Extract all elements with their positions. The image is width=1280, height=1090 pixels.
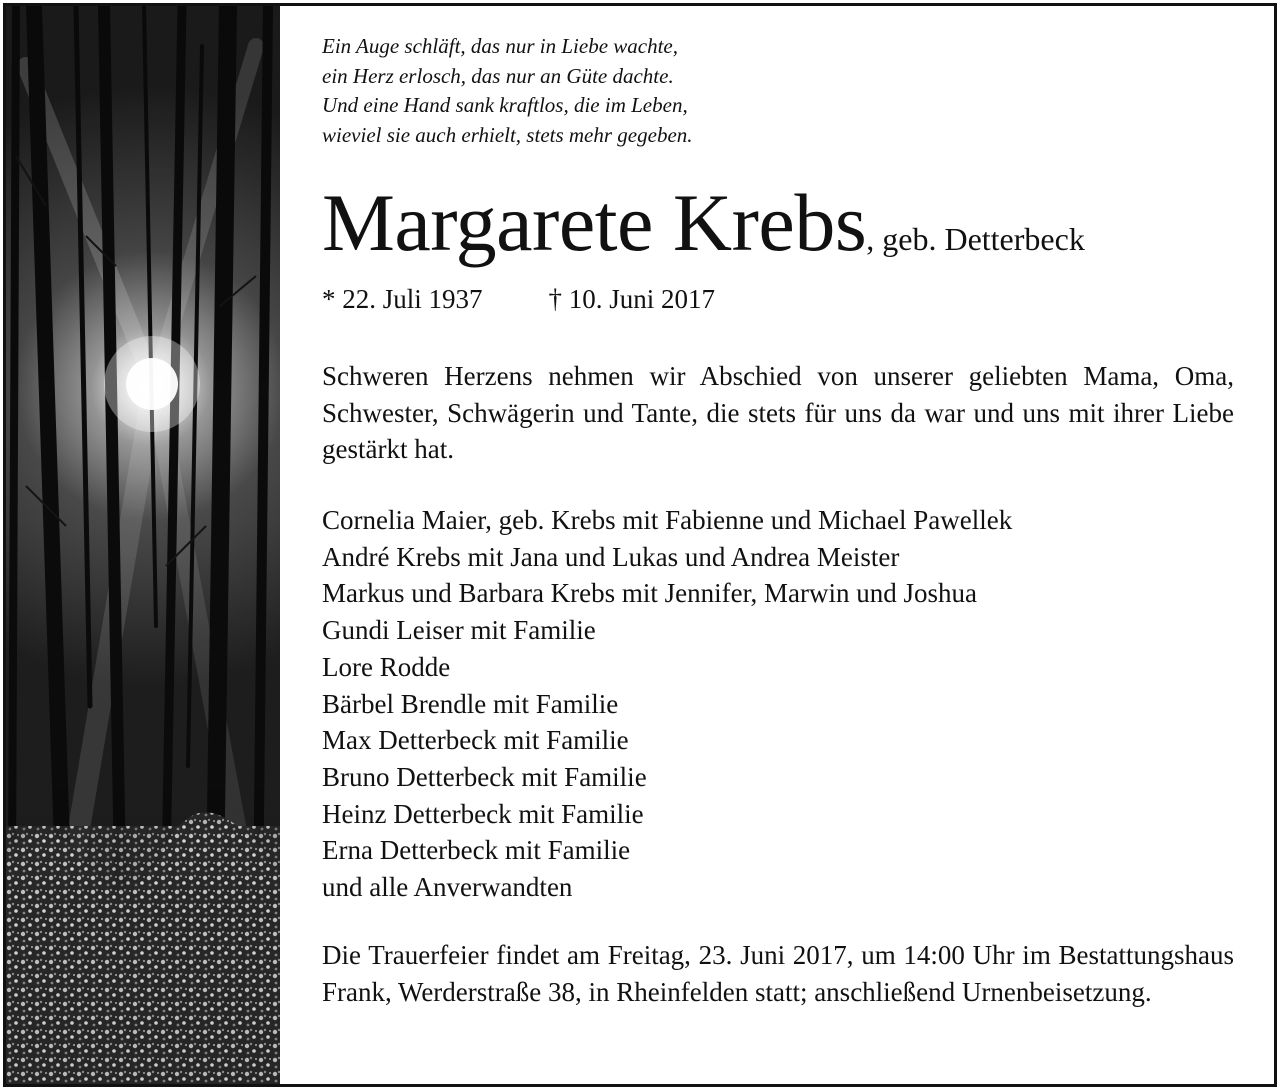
mourner-entry: Lore Rodde (322, 651, 451, 682)
mourner-entry: Max Detterbeck mit Familie (322, 725, 629, 756)
death-date: † 10. Juni 2017 (548, 284, 716, 314)
mourner-entry: Bärbel Brendle mit Familie (322, 688, 619, 719)
obituary-notice (3, 3, 1277, 1087)
mourner-entry: Heinz Detterbeck mit Familie (322, 798, 644, 829)
funeral-details: Die Trauerfeier findet am Freitag, 23. Juni 2017, um 14:00 Uhr im Bestattungshaus Frank, Werderstraße 38, in Rheinfelden statt; anschließend Urnenbeisetzung. (322, 940, 1234, 1007)
deceased-name-line (322, 177, 1085, 268)
life-dates (322, 284, 715, 315)
mourner-entry: Cornelia Maier, geb. Krebs mit Fabienne und Michael Pawellek (322, 505, 1013, 535)
poem-line: ein Herz erlosch, das nur an Güte dachte. (322, 63, 674, 88)
deceased-name: Margarete Krebs (322, 177, 867, 268)
maiden-name: , geb. Detterbeck (866, 221, 1085, 257)
mourner-entry: Gundi Leiser mit Familie (322, 615, 596, 646)
birth-date: * 22. Juli 1937 (322, 284, 483, 314)
forest-sunlight-photo (6, 6, 280, 1084)
poem-line: Und eine Hand sank kraftlos, die im Leben, (322, 93, 688, 117)
farewell-paragraph: Schweren Herzens nehmen wir Abschied von unserer geliebten Mama, Oma, Schwester, Schwägerin und Tante, die stets für uns da war und uns mit ihrer Liebe gestärkt hat. (322, 361, 1234, 464)
mourner-entry: Bruno Detterbeck mit Familie (322, 761, 647, 792)
poem-line: Ein Auge schläft, das nur in Liebe wachte, (322, 34, 678, 58)
mourner-entry: André Krebs mit Jana und Lukas und Andrea Meister (322, 541, 900, 572)
mourners-list (322, 502, 1012, 906)
forest-photo-graphic (6, 6, 280, 1084)
mourner-entry: Markus und Barbara Krebs mit Jennifer, Marwin und Joshua (322, 578, 978, 609)
mourner-entry: Erna Detterbeck mit Familie (322, 835, 631, 866)
memorial-poem (322, 32, 693, 150)
notice-text (322, 6, 1234, 1084)
poem-line: wieviel sie auch erhielt, stets mehr gegeben. (322, 122, 693, 147)
mourner-entry: und alle Anverwandten (322, 872, 573, 903)
